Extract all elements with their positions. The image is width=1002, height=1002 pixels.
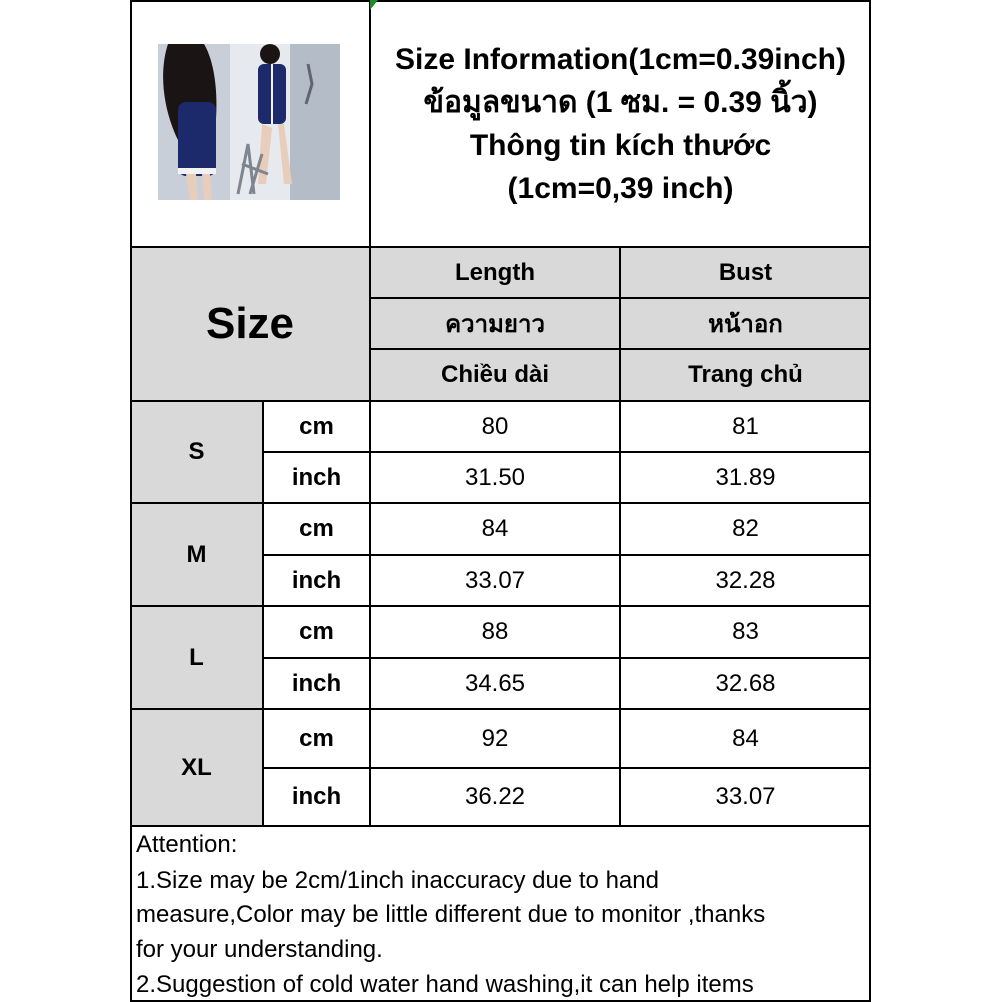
attention-line: 1.Size may be 2cm/1inch inaccuracy due to hand	[136, 867, 659, 894]
attention-line: measure,Color may be little different due to monitor ,thanks	[136, 901, 766, 928]
bust-value: 33.07	[715, 783, 776, 810]
size-cell-l: L	[130, 606, 263, 709]
title-line-en: Size Information(1cm=0.39inch)	[395, 42, 846, 76]
length-value: 31.50	[464, 463, 526, 491]
title-line-vi: Thông tin kích thước	[469, 128, 772, 162]
unit-cell-inch: inch	[291, 463, 342, 491]
unit-cell-cm: cm	[299, 724, 334, 752]
size-header-label: Size	[205, 299, 295, 348]
length-value: 84	[481, 515, 509, 542]
bust-header-th: หน้าอก	[620, 298, 871, 349]
length-header-th: ความยาว	[370, 298, 620, 349]
attention-heading: Attention:	[136, 831, 238, 858]
title-line-conversion: (1cm=0,39 inch)	[507, 171, 734, 205]
unit-cell-cm: cm	[299, 412, 334, 440]
length-value: 80	[481, 412, 509, 440]
length-header-en: Length	[370, 247, 620, 298]
length-header-vi: Chiều dài	[370, 349, 620, 401]
unit-cell-cm: cm	[299, 618, 334, 645]
size-cell-xl: XL	[130, 709, 263, 826]
size-chart	[130, 0, 871, 1002]
length-value: 36.22	[464, 783, 526, 810]
unit-cell-inch: inch	[291, 566, 342, 594]
title-line-th: ข้อมูลขนาด (1 ซม. = 0.39 นิ้ว)	[423, 85, 818, 119]
unit-cell-inch: inch	[291, 669, 342, 697]
length-value: 92	[481, 724, 509, 752]
bust-header-vi: Trang chủ	[620, 349, 871, 401]
length-value: 33.07	[464, 566, 526, 594]
length-value: 34.65	[464, 669, 526, 697]
bust-value: 32.68	[715, 669, 776, 697]
size-cell-s: S	[130, 401, 263, 503]
table-grid-lines	[130, 0, 871, 1002]
bust-value: 81	[732, 412, 759, 440]
bust-value: 83	[732, 618, 759, 645]
attention-line: 2.Suggestion of cold water hand washing,it can help items	[136, 971, 754, 998]
size-cell-m: M	[130, 503, 263, 606]
bust-value: 32.28	[715, 566, 776, 594]
unit-cell-cm: cm	[299, 515, 334, 542]
length-value: 88	[481, 618, 509, 645]
attention-line: for your understanding.	[136, 936, 383, 963]
bust-header-en: Bust	[620, 247, 871, 298]
bust-value: 82	[732, 515, 759, 542]
bust-value: 84	[732, 724, 759, 752]
bust-value: 31.89	[715, 463, 776, 491]
unit-cell-inch: inch	[291, 783, 342, 810]
